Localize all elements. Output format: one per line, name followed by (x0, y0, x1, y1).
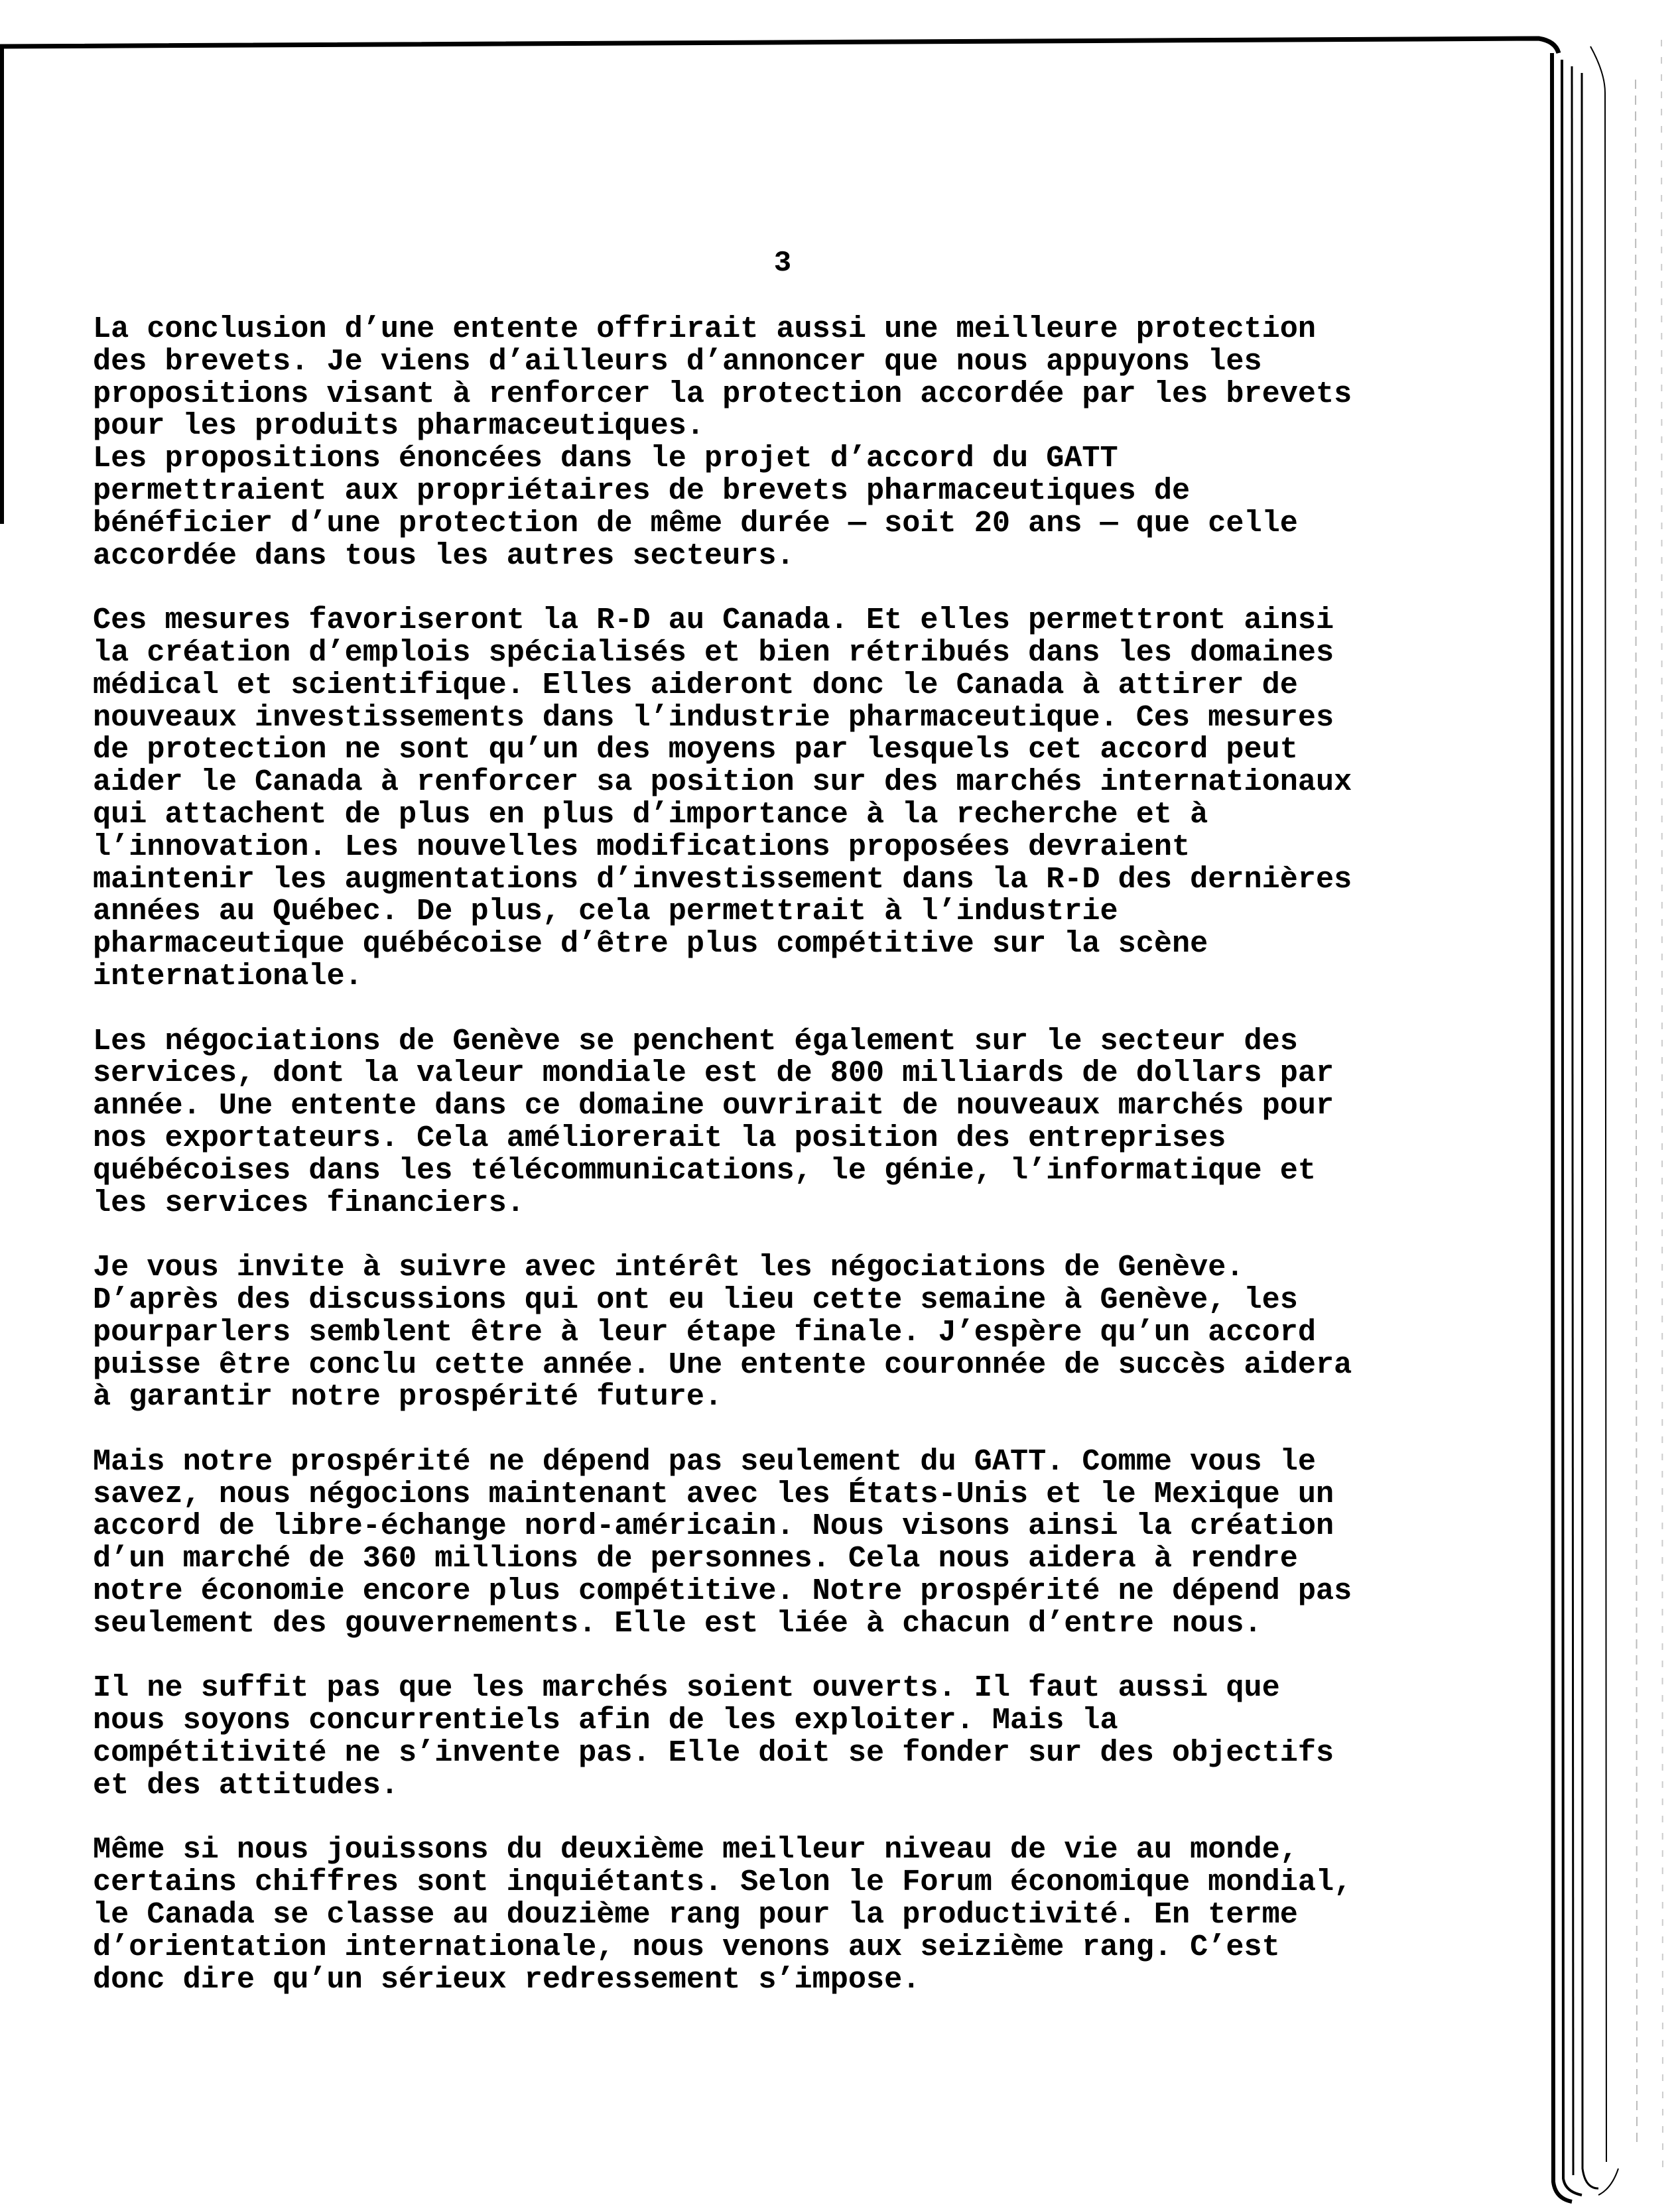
page-number: 3 (773, 247, 792, 280)
text-line: savez, nous négocions maintenant avec les États-Unis et le Mexique un (93, 1476, 1334, 1511)
text-line: nouveaux investissements dans l’industrie pharmaceutique. Ces mesures (93, 700, 1334, 735)
text-line: d’un marché de 360 millions de personnes. Cela nous aidera à rendre (93, 1541, 1298, 1576)
text-line: nos exportateurs. Cela améliorerait la position des entreprises (93, 1120, 1226, 1155)
text-line: à garantir notre prospérité future. (93, 1379, 723, 1415)
text-line: le Canada se classe au douzième rang pour la productivité. En terme (93, 1897, 1298, 1932)
text-line: donc dire qu’un sérieux redressement s’impose. (93, 1962, 921, 1997)
text-line: Même si nous jouissons du deuxième meilleur niveau de vie au monde, (93, 1832, 1298, 1867)
text-line: La conclusion d’une entente offrirait aussi une meilleure protection (93, 312, 1316, 346)
text-line: seulement des gouvernements. Elle est liée à chacun d’entre nous. (93, 1606, 1262, 1641)
text-line: pharmaceutique québécoise d’être plus compétitive sur la scène (93, 926, 1208, 962)
text-line: Les propositions énoncées dans le projet d’accord du GATT (93, 441, 1118, 476)
text-line: propositions visant à renforcer la protection accordée par les brevets (93, 376, 1352, 411)
text-line: bénéficier d’une protection de même durée — soit 20 ans — que celle (93, 505, 1298, 540)
text-line: Je vous invite à suivre avec intérêt les négociations de Genève. (93, 1250, 1244, 1285)
paragraph (93, 1025, 1506, 1220)
text-line: Ces mesures favoriseront la R-D au Canada. Et elles permettront ainsi (93, 603, 1334, 638)
text-line: nous soyons concurrentiels afin de les exploiter. Mais la (93, 1703, 1118, 1738)
text-line: accordée dans tous les autres secteurs. (93, 538, 795, 573)
paragraph (93, 1251, 1506, 1413)
text-line: d’orientation internationale, nous venons aux seizième rang. C’est (93, 1929, 1280, 1964)
text-line: de protection ne sont qu’un des moyens par lesquels cet accord peut (93, 732, 1298, 767)
paragraph (93, 604, 1506, 993)
text-line: qui attachent de plus en plus d’importance à la recherche et à (93, 796, 1208, 832)
text-line: compétitivité ne s’invente pas. Elle doit se fonder sur des objectifs (93, 1735, 1334, 1771)
text-line: certains chiffres sont inquiétants. Selon le Forum économique mondial, (93, 1865, 1352, 1900)
text-line: maintenir les augmentations d’investissement dans la R-D des dernières (93, 861, 1352, 897)
text-line: notre économie encore plus compétitive. Notre prospérité ne dépend pas (93, 1574, 1352, 1609)
text-line: services, dont la valeur mondiale est de 800 milliards de dollars par (93, 1056, 1334, 1091)
text-line: aider le Canada à renforcer sa position sur des marchés internationaux (93, 765, 1352, 800)
text-line: les services financiers. (93, 1185, 525, 1220)
text-line: puisse être conclu cette année. Une entente couronnée de succès aidera (93, 1347, 1352, 1382)
text-line: D’après des discussions qui ont eu lieu cette semaine à Genève, les (93, 1282, 1298, 1317)
text-line: pourparlers semblent être à leur étape finale. J’espère qu’un accord (93, 1314, 1316, 1350)
paragraph (93, 1834, 1506, 1995)
text-line: Il ne suffit pas que les marchés soient ouverts. Il faut aussi que (93, 1670, 1280, 1706)
text-line: Mais notre prospérité ne dépend pas seulement du GATT. Comme vous le (93, 1444, 1316, 1479)
text-line: la création d’emplois spécialisés et bien rétribués dans les domaines (93, 635, 1334, 670)
document-body (93, 313, 1506, 1995)
text-line: internationale. (93, 958, 363, 993)
text-line: année. Une entente dans ce domaine ouvrirait de nouveaux marchés pour (93, 1088, 1334, 1123)
text-line: québécoises dans les télécommunications, le génie, l’informatique et (93, 1153, 1316, 1188)
text-line: et des attitudes. (93, 1767, 399, 1802)
text-line: années au Québec. De plus, cela permettrait à l’industrie (93, 894, 1118, 929)
text-line: l’innovation. Les nouvelles modifications proposées devraient (93, 829, 1191, 864)
paragraph (93, 313, 1506, 572)
text-line: accord de libre-échange nord-américain. Nous visons ainsi la création (93, 1509, 1334, 1544)
text-line: permettraient aux propriétaires de brevets pharmaceutiques de (93, 473, 1191, 508)
text-line: médical et scientifique. Elles aideront donc le Canada à attirer de (93, 667, 1298, 702)
text-line: pour les produits pharmaceutiques. (93, 409, 704, 444)
text-line: Les négociations de Genève se penchent également sur le secteur des (93, 1023, 1298, 1058)
paragraph (93, 1672, 1506, 1801)
text-line: des brevets. Je viens d’ailleurs d’annoncer que nous appuyons les (93, 344, 1262, 379)
paragraph (93, 1446, 1506, 1640)
